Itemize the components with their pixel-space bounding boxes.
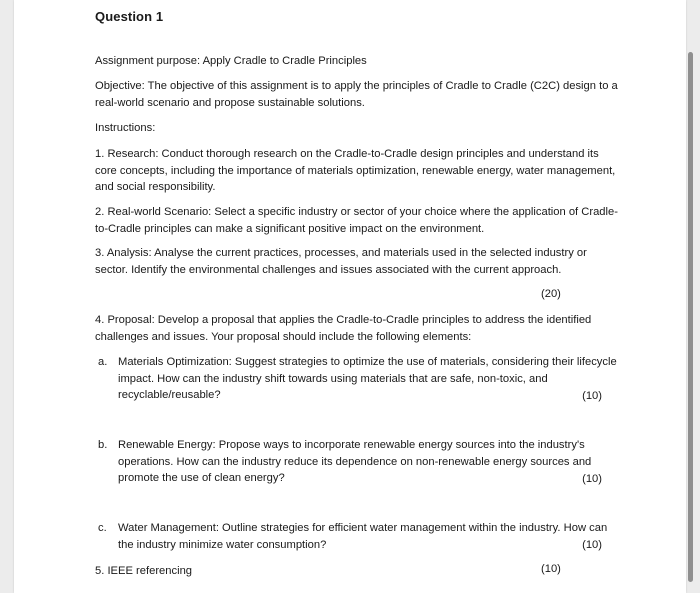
proposal-item-materials	[98, 354, 618, 404]
question-title: Question 1	[95, 9, 164, 24]
step-proposal: 4. Proposal: Develop a proposal that applies the Cradle-to-Cradle principles to address the identified challenges and issues. Your proposal should include the following elements:	[95, 314, 592, 343]
proposal-item-water	[98, 520, 618, 553]
document-page	[14, 0, 686, 593]
ieee-marks: (10)	[541, 563, 561, 575]
item-text: Renewable Energy: Propose ways to incorporate renewable energy sources into the industry's operations. How can the industry reduce its dependence on non-renewable energy sources and promote the use of clean energy?	[118, 439, 592, 484]
item-text: Water Management: Outline strategies for efficient water management within the industry. How can the industry minimize water consumption?	[118, 522, 608, 551]
item-letter: b.	[98, 439, 108, 451]
instructions-heading: Instructions:	[95, 122, 156, 134]
item-text: Materials Optimization: Suggest strategies to optimize the use of materials, considering their lifecycle impact. How can the industry shift towards using materials that are safe, non-toxic, and recyclable/reusable?	[118, 356, 617, 401]
step-research: 1. Research: Conduct thorough research on the Cradle-to-Cradle design principles and understand its core concepts, including the importance of materials optimization, renewable energy, water management, and social responsibility.	[95, 148, 616, 193]
step-real-world-scenario: 2. Real-world Scenario: Select a specific industry or sector of your choice where the application of Cradle-to-Cradle principles can make a significant positive impact on the environment.	[95, 206, 618, 235]
analysis-marks: (20)	[541, 288, 561, 300]
step-ieee-referencing: 5. IEEE referencing	[95, 565, 193, 577]
step-analysis: 3. Analysis: Analyse the current practices, processes, and materials used in the selected industry or sector. Identify the environmental challenges and issues associated with the current approach.	[95, 247, 587, 276]
proposal-item-energy	[98, 437, 618, 487]
item-marks: (10)	[582, 472, 602, 485]
item-letter: a.	[98, 356, 108, 368]
item-marks: (10)	[582, 389, 602, 402]
item-letter: c.	[98, 522, 107, 534]
vertical-scrollbar[interactable]	[688, 52, 693, 582]
assignment-purpose: Assignment purpose: Apply Cradle to Cradle Principles	[95, 55, 367, 67]
assignment-objective: Objective: The objective of this assignment is to apply the principles of Cradle to Cradle (C2C) design to a real-world scenario and propose sustainable solutions.	[95, 80, 618, 109]
item-marks: (10)	[582, 538, 602, 551]
